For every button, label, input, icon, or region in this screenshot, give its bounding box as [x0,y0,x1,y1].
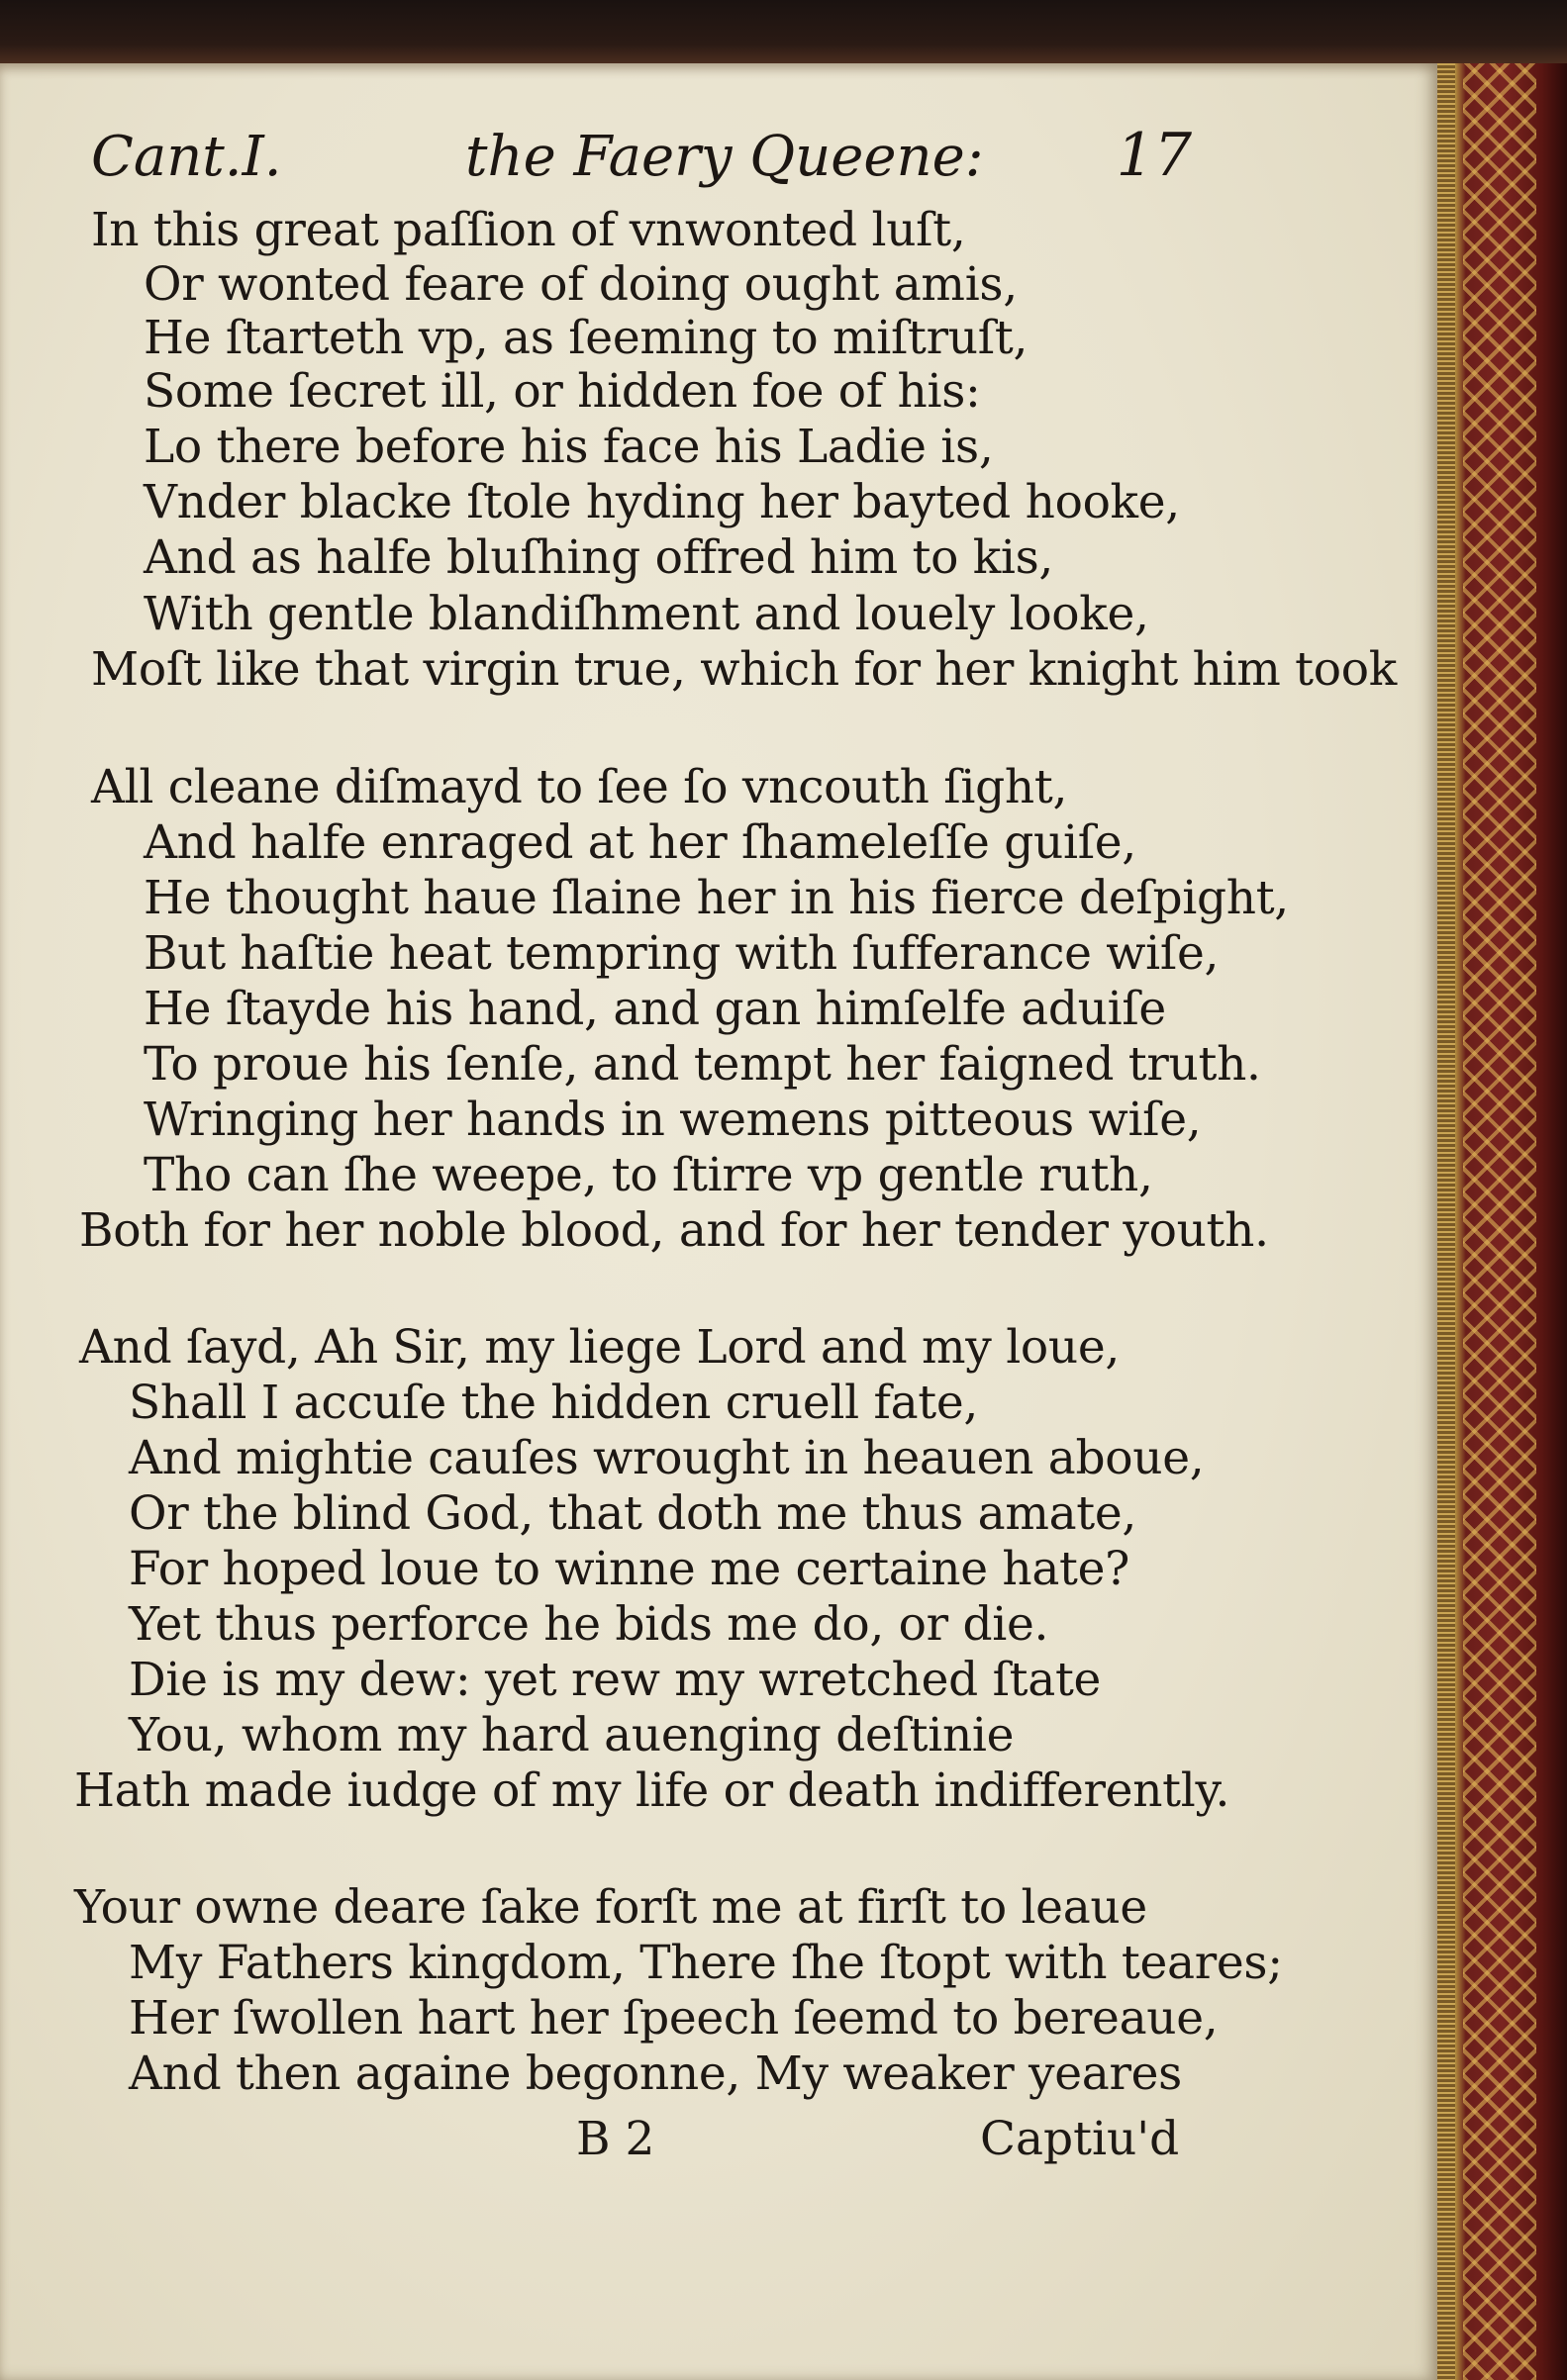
stanza-line: Your owne deare ſake forſt me at firſt to leaue [74,1880,1147,1935]
stanza-line: He ſtarteth vp, as ſeeming to miſtruſt, [144,311,1028,365]
page-number: 17 [1116,121,1192,190]
stanza-line: With gentle blandiſhment and louely looke, [144,587,1149,641]
stanza-line: Yet thus perforce he bids me do, or die. [129,1597,1049,1652]
stanza-line: Tho can ſhe weepe, to ſtirre vp gentle ruth, [144,1148,1153,1202]
stanza-line: Lo there before his face his Ladie is, [144,420,994,474]
stanza-line: He ſtayde his hand, and gan himſelfe aduiſe [144,982,1166,1036]
stanza-line: My Fathers kingdom, There ſhe ſtopt with teares; [129,1936,1283,1990]
stanza-line: But haſtie heat tempring with ſufferance wiſe, [144,926,1220,981]
catchword: Captiu'd [980,2112,1180,2166]
stanza-line: And as halfe bluſhing offred him to kis, [144,530,1054,585]
stanza-line: In this great paſſion of vnwonted luſt, [91,203,966,257]
stanza-line: He thought haue ſlaine her in his fierce deſpight, [144,871,1289,925]
signature-mark: B 2 [576,2112,655,2166]
stanza-line: All cleane diſmayd to ſee ſo vncouth ſight, [91,760,1068,814]
stanza-line: Or wonted feare of doing ought amis, [144,257,1018,312]
stanza-line: Both for her noble blood, and for her tender youth. [79,1203,1269,1258]
canto-label: Cant.I. [91,125,282,189]
stanza-line: And mightie cauſes wrought in heauen aboue, [129,1431,1205,1485]
stanza-line: Her ſwollen hart her ſpeech ſeemd to bereaue, [129,1991,1219,2046]
running-title: the Faery Queene: [465,125,984,189]
stanza-line: Shall I accuſe the hidden cruell fate, [129,1376,979,1430]
stanza-line: Moſt like that virgin true, which for her knight him took [91,642,1397,697]
stanza-line: Hath made iudge of my life or death indifferently. [74,1763,1230,1818]
stanza-line: Wringing her hands in wemens pitteous wiſe, [144,1093,1202,1147]
gilt-fore-edge [1437,63,1567,2380]
stanza-line: For hoped loue to winne me certaine hate? [129,1542,1130,1596]
stanza-line: Die is my dew: yet rew my wretched ſtate [129,1653,1102,1707]
stanza-line: And then againe begonne, My weaker yeares [129,2047,1182,2101]
stanza-line: Some ſecret ill, or hidden foe of his: [144,364,981,419]
stanza-line: Or the blind God, that doth me thus amate, [129,1486,1137,1541]
stanza-line: To proue his ſenſe, and tempt her faigned truth. [144,1037,1261,1092]
stanza-line: Vnder blacke ſtole hyding her bayted hooke, [144,475,1180,529]
top-strip [0,0,1567,63]
stanza-line: And ſayd, Ah Sir, my liege Lord and my loue, [79,1320,1121,1375]
stanza-line: And halfe enraged at her ſhameleſſe guiſe, [144,815,1136,870]
page-header [0,63,1437,190]
stanza-line: You, whom my hard auenging deſtinie [129,1708,1015,1762]
